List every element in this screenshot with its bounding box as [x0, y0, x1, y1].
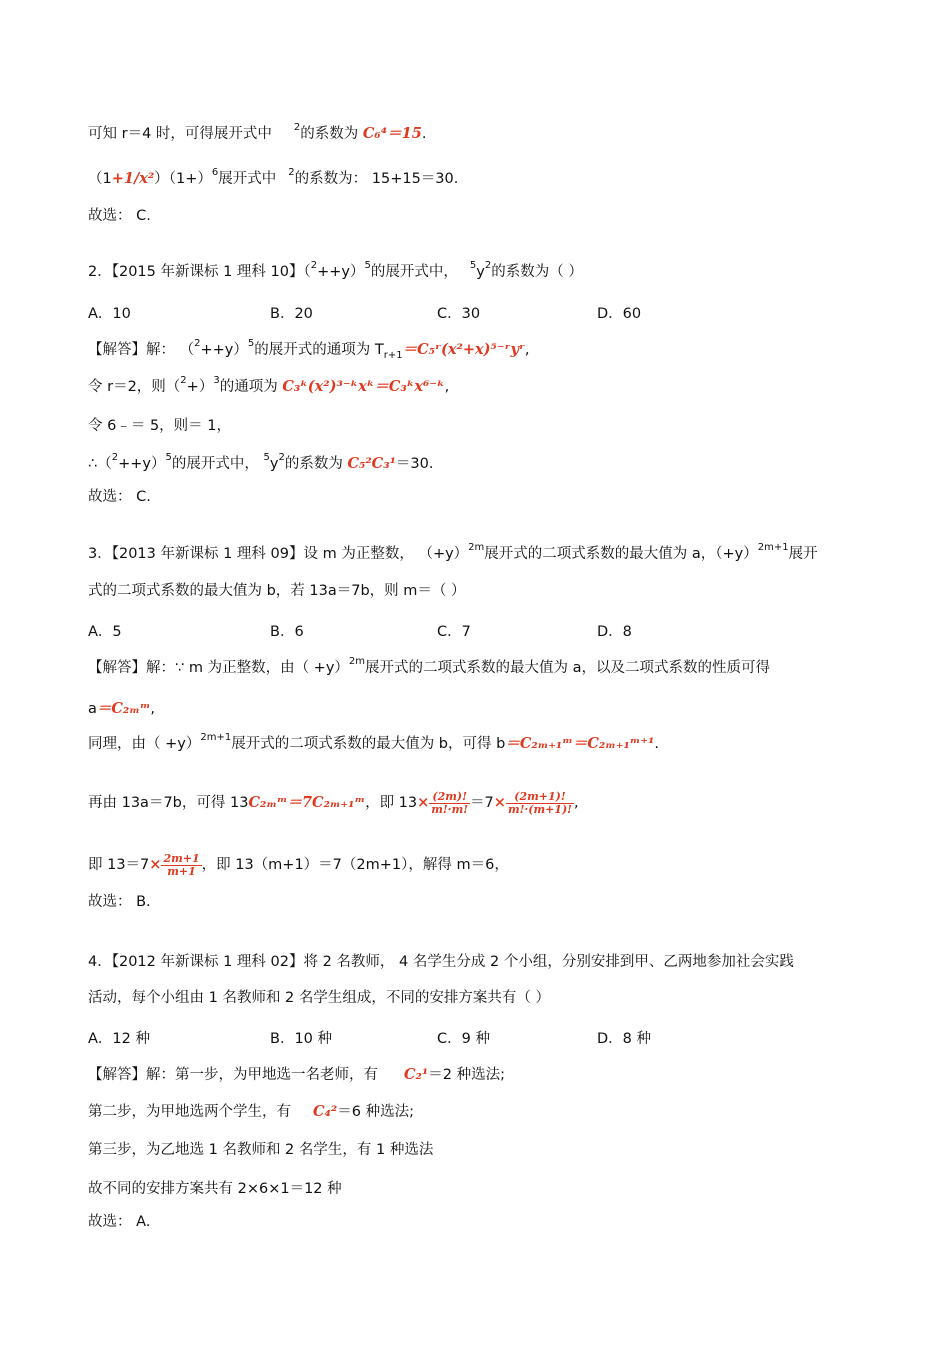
q3-solution-1 — [88, 658, 770, 678]
q3-option-b: B．6 — [270, 624, 304, 640]
formula: C₅²C₃¹ — [347, 455, 396, 472]
q2-solution-1 — [88, 340, 530, 360]
text: . — [654, 736, 659, 752]
q3-option-a: A．5 — [88, 624, 122, 640]
q4-answer: 故选： A. — [88, 1214, 151, 1230]
q2-solution-3: 令 6﹣＝ 5，则＝ 1， — [88, 418, 232, 434]
q3-solution-5 — [88, 852, 509, 878]
text: 的系数为 — [284, 456, 343, 472]
q4-solution-3: 第三步，为乙地选 1 名教师和 2 名学生，有 1 种选法 — [88, 1142, 434, 1158]
q2-solution-4 — [88, 454, 433, 474]
sup: 2 — [180, 375, 187, 387]
q3-solution-2 — [88, 699, 155, 719]
q3-answer: 故选： B. — [88, 894, 151, 910]
sup: 2 — [111, 452, 119, 464]
text: 展开 — [788, 546, 818, 562]
sup: 2 — [278, 452, 285, 464]
text: ＝2 种选法; — [428, 1067, 505, 1083]
text: a — [88, 701, 97, 717]
text: , — [524, 342, 530, 358]
q4-option-c: C．9 种 — [437, 1031, 490, 1047]
sup: 5 — [165, 452, 172, 464]
text: 展开式的二项式系数的最大值为 a，以及二项式系数的性质可得 — [365, 660, 771, 676]
q3-stem-1 — [88, 544, 860, 564]
text: 的展开式中， — [171, 456, 264, 472]
text: 的系数为 — [300, 126, 359, 142]
multiply-sign: × — [493, 794, 506, 811]
q1-line2 — [88, 169, 458, 189]
text: 展开式中 — [218, 171, 277, 187]
formula: ＝C₅ʳ(x²+x)⁵⁻ʳyʳ — [402, 341, 525, 358]
q4-option-b: B．10 种 — [270, 1031, 333, 1047]
text: 的系数为： 15+15＝30. — [294, 171, 459, 187]
q2-option-d: D．60 — [597, 306, 642, 322]
q4-solution-1 — [88, 1065, 505, 1085]
text: 令 r＝2，则（ — [88, 379, 181, 395]
text: 【解答】解：第一步，为甲地选一名老师，有 — [88, 1067, 378, 1083]
q3-stem-2: 式的二项式系数的最大值为 b，若 13a＝7b，则 m＝（ ） — [88, 583, 466, 599]
fraction — [429, 791, 470, 816]
sup: 5 — [364, 260, 371, 272]
fraction — [161, 853, 201, 878]
text: ，即 13（m+1）＝7（2m+1），解得 m＝6， — [201, 857, 509, 873]
q4-solution-4: 故不同的安排方案共有 2×6×1＝12 种 — [88, 1181, 342, 1197]
denominator: m!·m! — [431, 802, 469, 816]
q2-stem — [88, 262, 583, 282]
sup: 2 — [293, 122, 301, 134]
text: 的展开式的通项为 T — [254, 342, 384, 358]
q4-solution-2 — [88, 1102, 414, 1122]
q3-option-d: D．8 — [597, 624, 632, 640]
formula: C₃ᵏ(x²)³⁻ᵏxᵏ＝C₃ᵏx⁶⁻ᵏ — [282, 378, 445, 395]
q2-option-a: A．10 — [88, 306, 131, 322]
q2-option-b: B．20 — [270, 306, 313, 322]
text: 的系数为（ ） — [491, 264, 583, 280]
sup: 2 — [484, 260, 492, 272]
denominator: m!·(m+1)! — [507, 802, 572, 816]
text: ＝6 种选法; — [337, 1104, 414, 1120]
text: ++y） — [118, 456, 166, 472]
formula: ＝C₂ₘ₊₁ᵐ＝C₂ₘ₊₁ᵐ⁺¹ — [505, 735, 655, 752]
text: ∴（ — [88, 456, 112, 472]
text: ）（1+） — [154, 171, 212, 187]
text: 可知 r＝4 时，可得展开式中 — [88, 126, 272, 142]
formula: C₂ₘᵐ＝7C₂ₘ₊₁ᵐ — [248, 794, 366, 811]
text: y — [476, 264, 485, 280]
text: ++y） — [317, 264, 365, 280]
q4-option-d: D．8 种 — [597, 1031, 651, 1047]
fraction — [506, 791, 574, 816]
text: 即 13＝7 — [88, 857, 150, 873]
numerator: 2m+1 — [163, 851, 200, 865]
text: 展开式的二项式系数的最大值为 b，可得 b — [231, 736, 506, 752]
text: 2．【2015 年新课标 1 理科 10】（ — [88, 264, 311, 280]
q4-option-a: A．12 种 — [88, 1031, 150, 1047]
text: （1 — [88, 171, 112, 187]
sup: 2m — [468, 542, 485, 554]
multiply-sign: × — [417, 794, 430, 811]
sup: 6 — [211, 167, 219, 179]
formula: +1/x² — [111, 170, 155, 187]
q3-solution-3 — [88, 734, 659, 754]
sup: 2m — [348, 656, 366, 668]
text: 同理，由（ +y） — [88, 736, 201, 752]
sup: 2 — [288, 167, 295, 179]
text: +） — [186, 379, 214, 395]
denominator: m+1 — [167, 864, 196, 878]
q2-answer: 故选： C. — [88, 489, 151, 505]
formula: C₄² — [313, 1103, 338, 1120]
text: ＝30. — [395, 456, 434, 472]
text: 第二步，为甲地选两个学生，有 — [88, 1104, 291, 1120]
formula: ＝C₂ₘᵐ — [96, 700, 151, 717]
text: 再由 13a＝7b，可得 13 — [88, 795, 249, 811]
text: . — [421, 126, 427, 142]
formula: C₆⁴＝15 — [362, 125, 422, 142]
q4-stem-1: 4．【2012 年新课标 1 理科 02】将 2 名教师， 4 名学生分成 2 个小组，分别安排到甲、乙两地参加社会实践 — [88, 954, 794, 970]
text: 【解答】解： （ — [88, 342, 195, 358]
sup: 5 — [469, 260, 477, 272]
sup: 2 — [310, 260, 318, 272]
sup: 2m+1 — [757, 542, 789, 554]
numerator: (2m+1)! — [506, 791, 574, 804]
q2-option-c: C．30 — [437, 306, 481, 322]
sup: 5 — [247, 338, 255, 350]
text: , — [574, 795, 579, 811]
q1-line1 — [88, 124, 426, 144]
text: , — [444, 379, 450, 395]
text: 的通项为 — [219, 379, 278, 395]
q3-option-c: C．7 — [437, 624, 471, 640]
text: ，即 13 — [365, 795, 418, 811]
formula: C₂¹ — [404, 1066, 429, 1083]
text: , — [150, 701, 156, 717]
text: 【解答】解：∵ m 为正整数，由（ +y） — [88, 660, 349, 676]
sup: 2 — [194, 338, 201, 350]
text: ++y） — [200, 342, 248, 358]
sup: 3 — [213, 375, 220, 387]
sub: r+1 — [383, 349, 403, 361]
text: y — [269, 456, 279, 472]
sup: 5 — [263, 452, 270, 464]
multiply-sign: × — [149, 856, 162, 873]
text: 的展开式中， — [370, 264, 458, 280]
numerator: (2m)! — [429, 791, 470, 804]
q4-stem-2: 活动，每个小组由 1 名教师和 2 名学生组成，不同的安排方案共有（ ） — [88, 990, 550, 1006]
q2-solution-2 — [88, 377, 449, 397]
q1-answer: 故选： C. — [88, 208, 151, 224]
q3-solution-4: 再由 13a＝7b，可得 13C₂ₘᵐ＝7C₂ₘ₊₁ᵐ，即 13× $\frac{(2m)!}{m!\cdot m!}$ ＝7× $\frac{(2m+1)!}{m!\cdot(m+1)!}$ , — [88, 789, 579, 816]
text: 展开式的二项式系数的最大值为 a，（+y） — [484, 546, 758, 562]
text: 3．【2013 年新课标 1 理科 09】设 m 为正整数， （+y） — [88, 546, 469, 562]
sup: 2m+1 — [200, 732, 232, 744]
